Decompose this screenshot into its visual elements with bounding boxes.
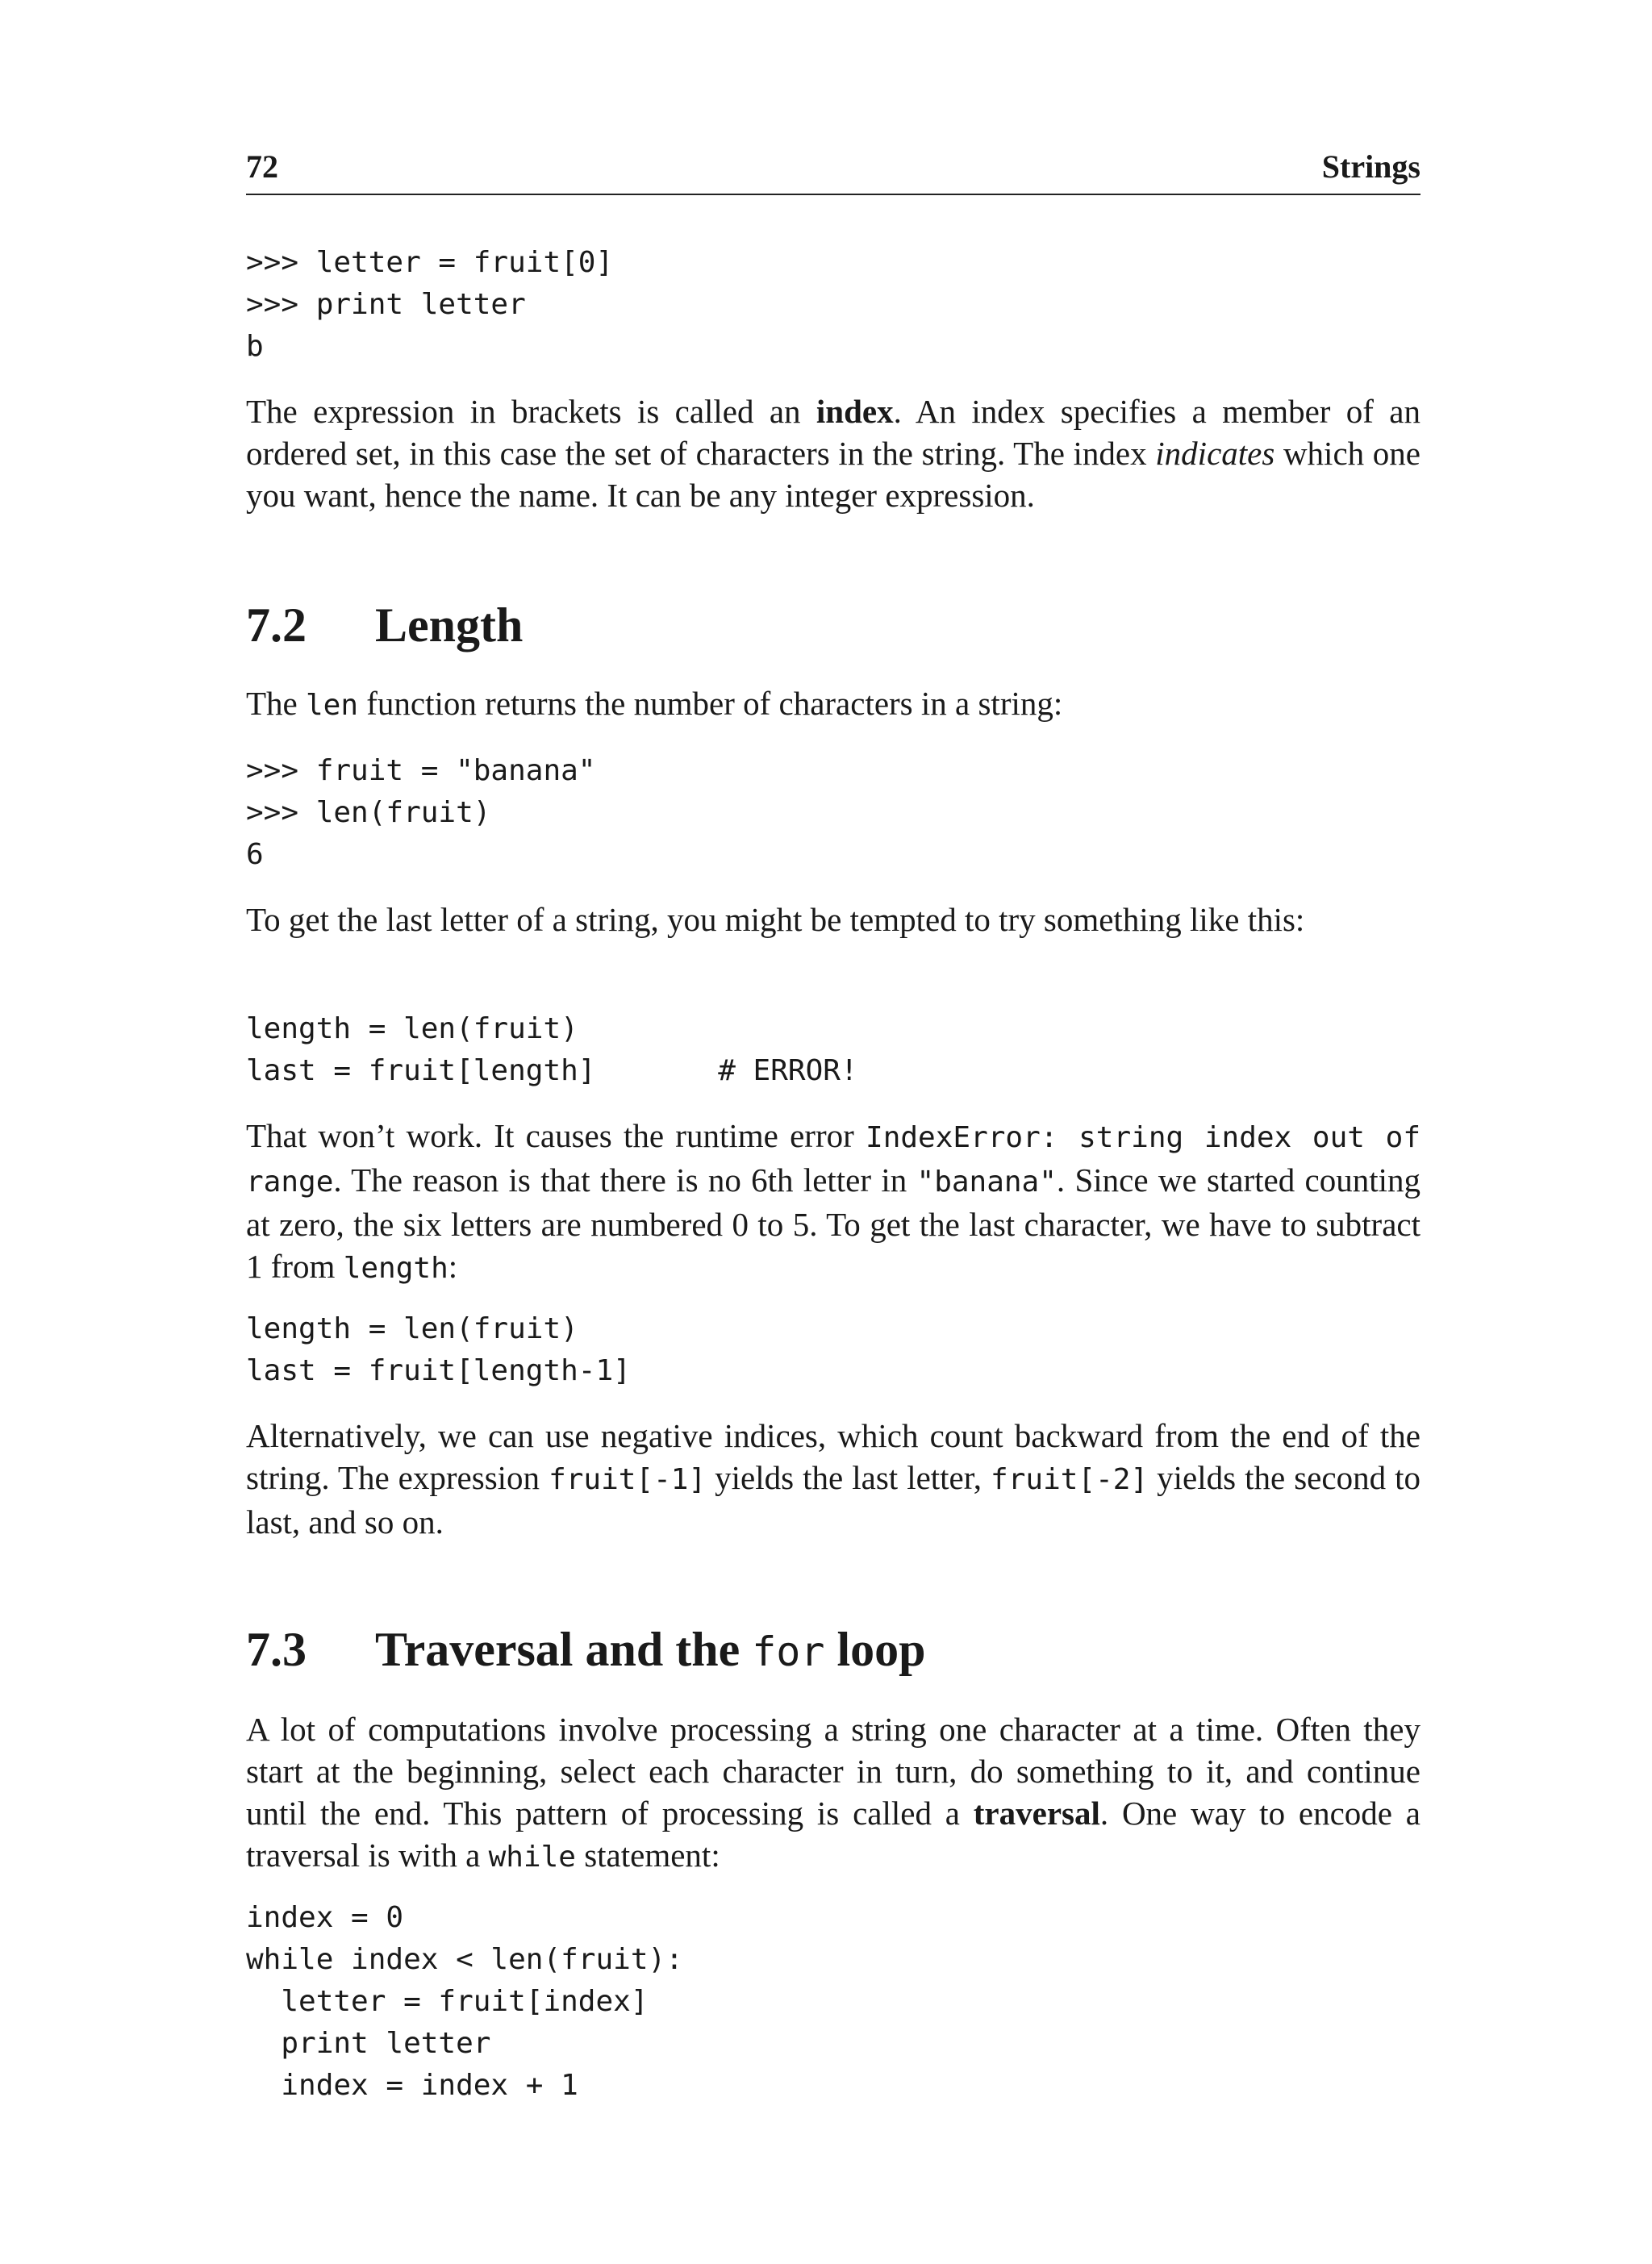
page-number: 72 (246, 148, 278, 185)
code-block-length-minus-one: length = len(fruit) last = fruit[length-1] (246, 1312, 631, 1387)
paragraph-len-function: The len function returns the number of characters in a string: (246, 685, 1063, 722)
running-header (246, 150, 1420, 195)
term-index: index (816, 393, 894, 430)
code-block-while-traversal: index = 0 while index < len(fruit): letter = fruit[index] print letter index = index + 1 (246, 1901, 683, 2102)
paragraph-traversal-definition: A lot of computations involve processing a string one character at a time. Often they start at the beginning, select each character in turn, do something to it, and continue until the end. This pattern of processing is called a traversal. One way to encode a traversal is with a while statement: (246, 1711, 1420, 1874)
paragraph-negative-indices: Alternatively, we can use negative indices, which count backward from the end of the string. The expression fruit[-1] yields the last letter, fruit[-2] yields the second to last, and so on. (246, 1417, 1420, 1541)
section-heading-traversal: 7.3 Traversal and the for loop (246, 1623, 926, 1676)
paragraph-index-definition: The expression in brackets is called an index. An index specifies a member of an ordered set, in this case the set of characters in the string. The index indicates which one you want, hence the name. It can be any integer expression. (246, 393, 1420, 514)
term-traversal: traversal (973, 1795, 1100, 1832)
code-block-index-example: >>> letter = fruit[0] >>> print letter b (246, 246, 614, 363)
section-heading-length: 7.2 Length (246, 598, 524, 652)
code-block-error-example: length = len(fruit) last = fruit[length] # ERROR! (246, 1012, 858, 1087)
paragraph-last-letter: To get the last letter of a string, you might be tempted to try something like this: (246, 901, 1305, 938)
paragraph-index-error: That won’t work. It causes the runtime error IndexError: string index out of range. The reason is that there is no 6th letter in "banana". Since we started counting at zero, the six letters are numbered 0 to 5. To get the last character, we have to subtract 1 from length: (246, 1117, 1421, 1285)
chapter-title: Strings (1321, 148, 1420, 185)
code-block-len-example: >>> fruit = "banana" >>> len(fruit) 6 (246, 754, 596, 871)
